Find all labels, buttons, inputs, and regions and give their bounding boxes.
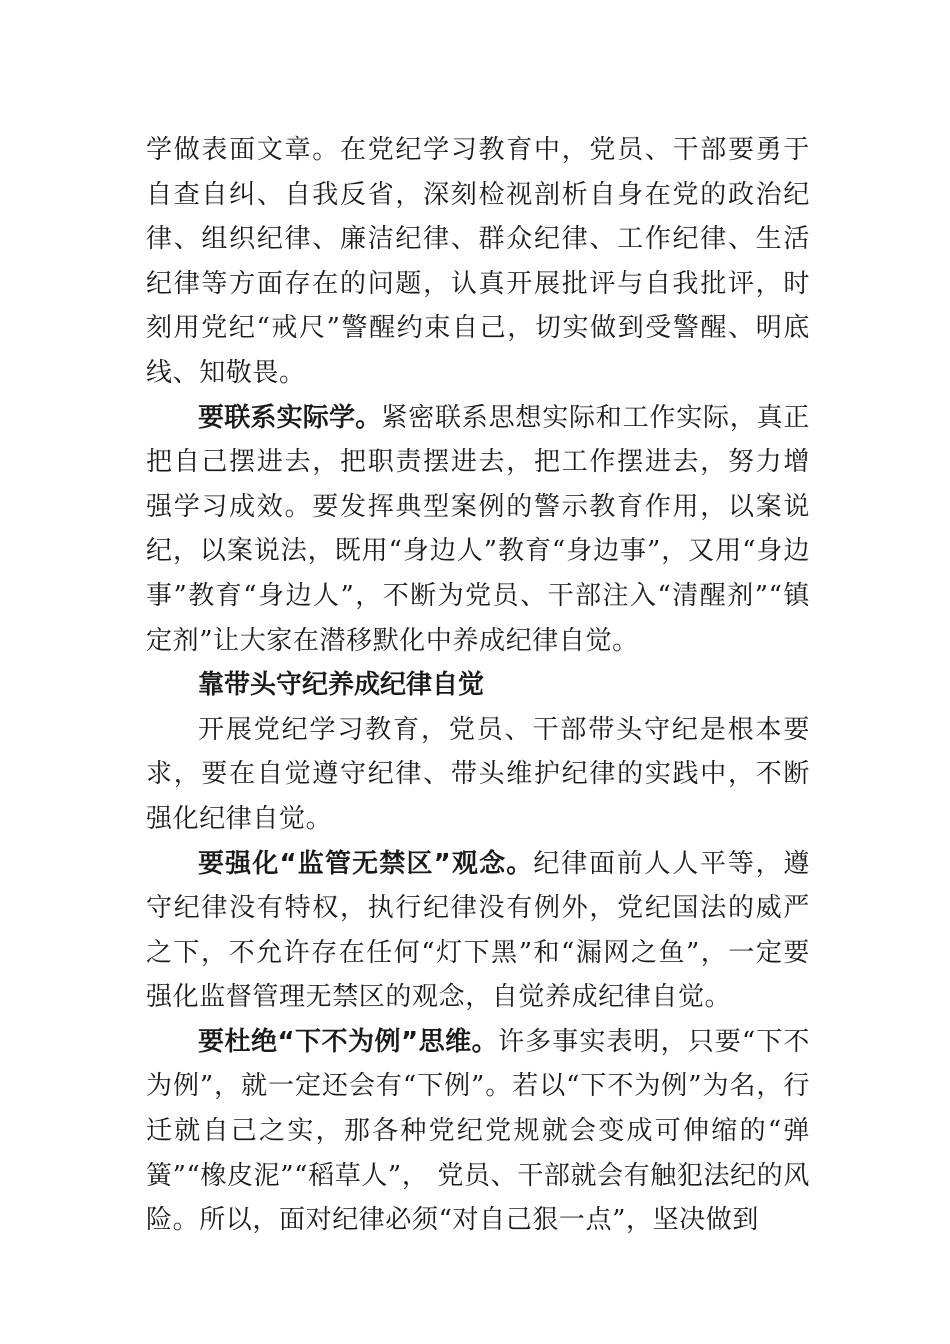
paragraph-lead: 要联系实际学。: [198, 402, 382, 433]
paragraph-body: 紧密联系思想实际和工作实际，真正把自己摆进去，把职责摆进去，把工作摆进去，努力增强学习成效。要发挥典型案例的警示教育作用，以案说纪，以案说法，既用“身边人”教育“身边事”，又用“身边事”教育“身边人”，不断为党员、干部注入“清醒剂”“镇定剂”让大家在潜移默化中养成纪律自觉。: [146, 402, 810, 656]
section-heading: 靠带头守纪养成纪律自觉: [198, 670, 485, 701]
paragraph-practical-study: [146, 396, 810, 664]
paragraph-lead: 要杜绝“下不为例”思维。: [198, 1026, 499, 1057]
document-page: [146, 128, 810, 1243]
paragraph-no-exception: [146, 1020, 810, 1243]
paragraph-continued: 学做表面文章。在党纪学习教育中，党员、干部要勇于自查自纠、自我反省，深刻检视剖析自身在党的政治纪律、组织纪律、廉洁纪律、群众纪律、工作纪律、生活纪律等方面存在的问题，认真开展批评与自我批评，时刻用党纪“戒尺”警醒约束自己，切实做到受警醒、明底线、知敬畏。: [146, 135, 810, 388]
paragraph-intro: 开展党纪学习教育，党员、干部带头守纪是根本要求，要在自觉遵守纪律、带头维护纪律的实践中，不断强化纪律自觉。: [146, 714, 810, 834]
paragraph-supervision: [146, 842, 810, 1020]
paragraph-body: 纪律面前人人平等，遵守纪律没有特权，执行纪律没有例外，党纪国法的威严之下，不允许存在任何“灯下黑”和“漏网之鱼”，一定要强化监督管理无禁区的观念，自觉养成纪律自觉。: [146, 848, 810, 1013]
paragraph-lead: 要强化“监管无禁区”观念。: [198, 848, 534, 879]
paragraph-body: 许多事实表明，只要“下不为例”，就一定还会有“下例”。若以“下不为例”为名，行迁就自己之实，那各种党纪党规就会变成可伸缩的“弹簧”“橡皮泥”“稻草人”， 党员、干部就会有触犯法纪的风险。所以，面对纪律必须“对自己狠一点”，坚决做到: [146, 1026, 810, 1236]
